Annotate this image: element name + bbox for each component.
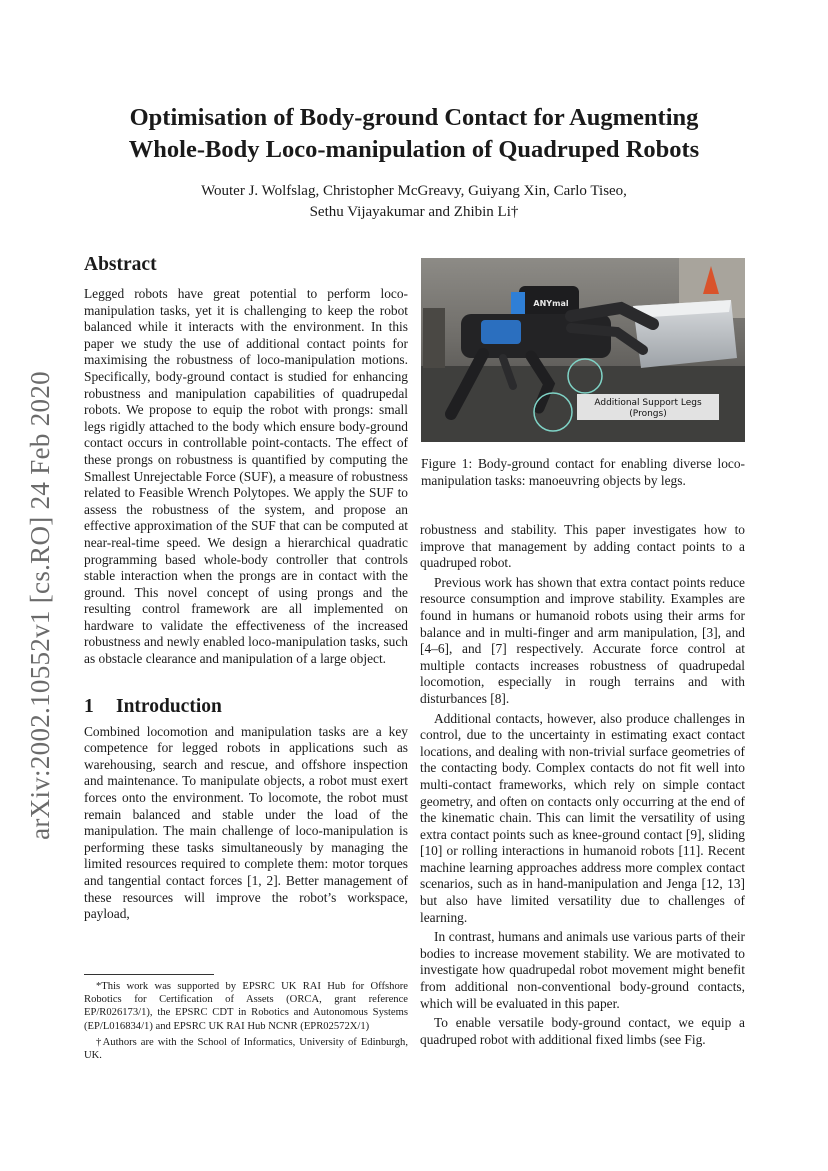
- abstract-text: Legged robots have great potential to perform loco-manipulation tasks, yet it is challenging to keep the robot balanced while it interacts with the environment. In this paper we study the use of additional contact points for maximising the robustness of loco-manipulation motions. Specifically, body-ground contact is studied for enhancing robustness and manipulation capabilities of quadrupedal robots. We propose to equip the robot with prongs: small legs rigidly attached to the body which ensure body-ground contact occurs in controllable point-contacts. The effect of these prongs on robustness is quantified by computing the Smallest Unrejectable Force (SUF), a measure of robustness related to Feasible Wrench Polytopes. We apply the SUF to assess the robustness of the system, and propose an effective approximation of the SUF that can be computed at near-real-time speed. We design a hierarchical quadratic programming based whole-body controller that controls stable interaction when the prongs are in contact with the ground. This novel concept of using prongs and the resulting control framework are all implemented on hardware to validate the effectiveness of the increased robustness and newly enabled loco-manipulation tasks, such as obstacle clearance and manipulation of a large object.: [84, 286, 408, 667]
- robot-body-blue: [481, 320, 521, 344]
- arxiv-identifier: [20, 360, 60, 850]
- right-paragraph-2: Previous work has shown that extra contact points reduce resource consumption and improve stability. Examples are found in humans or humanoid robots using their arms for balance and in multi-finger and arm manipulation, [3], and [4–6], and [7] respectively. Accurate force control at multiple contacts increases robustness of quadrupedal locomotion, especially in rough terrains and with disturbances [8].: [420, 574, 745, 706]
- left-column: [84, 252, 408, 923]
- right-paragraph-3: Additional contacts, however, also produce challenges in control, due to the uncertainty in estimating exact contact locations, and dealing with non-trivial surface geometries of the contacting body. Complex contacts do not fit well into multi-contact frameworks, which rely on simple contact geometry, and often on contacts only occurring at the end of the kinematic chain. This can limit the versatility of using extra contact points such as knee-ground contact [9], sliding [10] or rolling interactions in humanoid robots [11]. Recent machine learning approaches address more complex contact scenarios, such as in hand-manipulation and Jenga [12, 13] but also have limited versatility due to challenges of learning.: [420, 710, 745, 925]
- footnotes: [84, 974, 408, 1062]
- equipment-left: [423, 308, 445, 368]
- right-paragraph-4: In contrast, humans and animals use various parts of their bodies to increase movement stability. We are motivated to investigate how quadrupedal robot movement might benefit from additional non-conventional body-ground contacts, which will be evaluated in this paper.: [420, 929, 745, 1011]
- figure-1-caption: [421, 456, 745, 489]
- footnote-rule: [84, 974, 214, 975]
- footnote-funding: *This work was supported by EPSRC UK RAI Hub for Offshore Robotics for Certification of Assets (ORCA, grant reference EP/R026173/1), the EPSRC CDT in Robotics and Autonomous Systems (EP/L016834/1) and EPSRC UK RAI Hub NCNR (EPR02572X/1): [84, 981, 408, 1032]
- section-number: 1: [84, 695, 94, 717]
- figure-1-photo: [421, 258, 745, 442]
- arxiv-identifier-text: arXiv:2002.10552v1 [cs.RO] 24 Feb 2020: [24, 370, 55, 840]
- caption-label: Figure 1:: [421, 456, 473, 471]
- author-list: [60, 181, 768, 223]
- robot-photo-illustration: [421, 258, 745, 442]
- robot-logo: ANYmal: [533, 299, 569, 308]
- annotation-line-2: (Prongs): [629, 409, 667, 419]
- introduction-heading: [84, 694, 408, 724]
- paper-title: [60, 102, 768, 166]
- abstract-heading: Abstract: [84, 254, 157, 275]
- right-paragraph-1: robustness and stability. This paper investigates how to improve that management by adding contact points to a quadruped robot.: [420, 522, 745, 571]
- footnote-affiliation: †Authors are with the School of Informatics, University of Edinburgh, UK.: [84, 1036, 408, 1062]
- section-title: Introduction: [116, 695, 222, 717]
- authors-line-2: Sethu Vijayakumar and Zhibin Li†: [309, 204, 519, 220]
- right-column: [420, 522, 745, 1048]
- right-paragraph-5: To enable versatile body-ground contact, we equip a quadruped robot with additional fixed limbs (see Fig.: [420, 1015, 745, 1047]
- title-line-1: Optimisation of Body-ground Contact for Augmenting: [129, 104, 699, 131]
- authors-line-1: Wouter J. Wolfslag, Christopher McGreavy, Guiyang Xin, Carlo Tiseo,: [201, 183, 627, 199]
- introduction-text: Combined locomotion and manipulation tasks are a key competence for legged robots in applications such as warehousing, search and rescue, and offshore inspection and maintenance. To manipulate objects, a robot must exert forces onto the environment. To locomote, the robot must remain balanced and stable under the load of the manipulation. The main challenge of loco-manipulation is performing these tasks simultaneously by managing the limited resources required to complete them: motor torques and tangential contact forces [1, 2]. Better management of these resources will improve the robot’s workspace, payload,: [84, 723, 408, 922]
- annotation-line-1: Additional Support Legs: [594, 398, 702, 408]
- title-line-2: Whole-Body Loco-manipulation of Quadruped Robots: [128, 136, 700, 163]
- caption-text: Body-ground contact for enabling diverse loco-manipulation tasks: manoeuvring objects by legs.: [421, 456, 745, 488]
